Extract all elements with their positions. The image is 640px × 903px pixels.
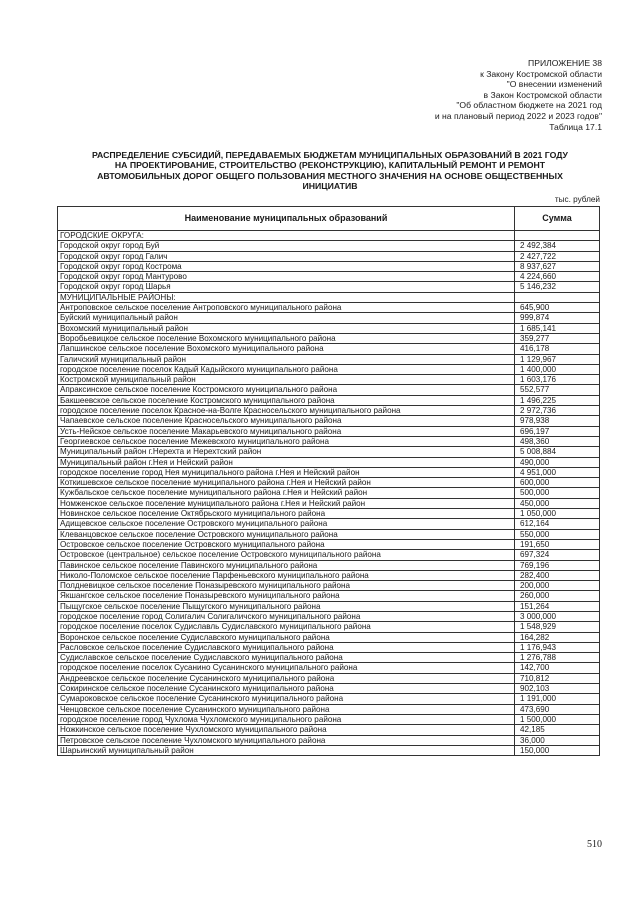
municipality-name: Пыщугское сельское поселение Пыщугского муниципального района [58,601,515,611]
subsidy-amount: 359,277 [515,333,600,343]
subsidy-amount: 1 276,788 [515,653,600,663]
municipality-name: Бакшеевское сельское поселение Костромского муниципального района [58,395,515,405]
subsidy-amount: 150,000 [515,745,600,755]
subsidy-amount: 416,178 [515,344,600,354]
subsidy-amount: 282,400 [515,570,600,580]
municipality-name: МУНИЦИПАЛЬНЫЕ РАЙОНЫ: [58,292,515,302]
table-row [58,529,600,539]
table-row [58,467,600,477]
table-row [58,457,600,467]
subsidy-amount: 164,282 [515,632,600,642]
subsidy-amount: 5 008,884 [515,447,600,457]
municipality-name: Городской округ город Кострома [58,261,515,271]
table-row [58,581,600,591]
table-row [58,560,600,570]
table-row [58,447,600,457]
table-header [58,207,600,231]
municipality-name: Новинское сельское поселение Октябрьского муниципального района [58,509,515,519]
municipality-name: городское поселение поселок Красное-на-Волге Красносельского муниципального района [58,406,515,416]
municipality-name: Городской округ город Мантурово [58,272,515,282]
municipality-name: городское поселение город Нея муниципального района г.Нея и Нейский район [58,467,515,477]
municipality-name: городское поселение поселок Судиславль Судиславского муниципального района [58,622,515,632]
table-row [58,395,600,405]
subsidy-amount: 612,164 [515,519,600,529]
appendix-line: ПРИЛОЖЕНИЕ 38 [528,58,602,68]
column-header-name: Наименование муниципальных образований [58,207,515,231]
subsidy-amount: 1 129,967 [515,354,600,364]
table-row [58,519,600,529]
subsidy-amount: 5 146,232 [515,282,600,292]
document-title [60,150,600,192]
table-row [58,684,600,694]
table-row [58,622,600,632]
table-row [58,539,600,549]
subsidy-amount: 999,874 [515,313,600,323]
subsidy-amount: 42,185 [515,725,600,735]
appendix-line: и на плановый период 2022 и 2023 годов" [434,110,602,121]
table-row [58,364,600,374]
subsidy-amount [515,231,600,241]
municipality-name: городское поселение поселок Сусанино Сусанинского муниципального района [58,663,515,673]
municipality-name: Георгиевское сельское поселение Межевского муниципального района [58,436,515,446]
municipality-name: Вохомский муниципальный район [58,323,515,333]
section-row [58,231,600,241]
table-row [58,714,600,724]
municipality-name: Расловское сельское поселение Судиславского муниципального района [58,642,515,652]
subsidy-amount: 697,324 [515,550,600,560]
table-row [58,735,600,745]
municipality-name: Антроповское сельское поселение Антроповского муниципального района [58,303,515,313]
municipality-name: Номженское сельское поселение муниципального района г.Нея и Нейский район [58,498,515,508]
municipality-name: городское поселение поселок Кадый Кадыйского муниципального района [58,364,515,374]
subsidy-amount: 191,650 [515,539,600,549]
subsidy-amount: 4 951,000 [515,467,600,477]
municipality-name: Николо-Поломское сельское поселение Парфеньевского муниципального района [58,570,515,580]
appendix-line: Таблица 17.1 [549,121,602,132]
subsidy-amount: 450,000 [515,498,600,508]
municipality-name: Ножкинское сельское поселение Чухломского муниципального района [58,725,515,735]
subsidy-amount: 1 603,176 [515,375,600,385]
table-row [58,745,600,755]
municipality-name: Галичский муниципальный район [58,354,515,364]
table-row [58,478,600,488]
table-row [58,632,600,642]
subsidy-amount: 696,197 [515,426,600,436]
municipality-name: Сумароковское сельское поселение Сусанинского муниципального района [58,694,515,704]
subsidy-amount: 1 548,929 [515,622,600,632]
table-row [58,550,600,560]
table-row [58,642,600,652]
subsidy-amount: 552,577 [515,385,600,395]
table-row [58,303,600,313]
table-row [58,725,600,735]
appendix-header [342,58,602,132]
subsidy-amount [515,292,600,302]
table-row [58,653,600,663]
table-row [58,663,600,673]
municipality-name: Якшангское сельское поселение Поназыревского муниципального района [58,591,515,601]
table-body [58,231,600,756]
appendix-line: "О внесении изменений [506,79,602,90]
subsidy-amount: 1 400,000 [515,364,600,374]
appendix-line: "Об областном бюджете на 2021 год [456,100,602,111]
subsidy-amount: 1 191,000 [515,694,600,704]
table-row [58,354,600,364]
table-row [58,591,600,601]
municipality-name: Павинское сельское поселение Павинского муниципального района [58,560,515,570]
municipality-name: Ченцовское сельское поселение Сусанинского муниципального района [58,704,515,714]
municipality-name: Островское сельское поселение Островского муниципального района [58,539,515,549]
subsidy-amount: 1 496,225 [515,395,600,405]
subsidy-amount: 1 500,000 [515,714,600,724]
municipality-name: Муниципальный район г.Нерехта и Нерехтский район [58,447,515,457]
table-row [58,406,600,416]
table-row [58,323,600,333]
table-row [58,611,600,621]
municipality-name: Буйский муниципальный район [58,313,515,323]
title-line: НА ПРОЕКТИРОВАНИЕ, СТРОИТЕЛЬСТВО (РЕКОНСТРУКЦИЮ), КАПИТАЛЬНЫЙ РЕМОНТ И РЕМОНТ [114,160,546,171]
subsidy-amount: 902,103 [515,684,600,694]
title-line: РАСПРЕДЕЛЕНИЕ СУБСИДИЙ, ПЕРЕДАВАЕМЫХ БЮДЖЕТАМ МУНИЦИПАЛЬНЫХ ОБРАЗОВАНИЙ В 2021 ГОДУ [92,150,568,160]
municipality-name: Муниципальный район г.Нея и Нейский район [58,457,515,467]
municipality-name: Городской округ город Шарья [58,282,515,292]
municipality-name: Андреевское сельское поселение Сусанинского муниципального района [58,673,515,683]
title-line: АВТОМОБИЛЬНЫХ ДОРОГ ОБЩЕГО ПОЛЬЗОВАНИЯ МЕСТНОГО ЗНАЧЕНИЯ НА ОСНОВЕ ОБЩЕСТВЕННЫХ [97,170,563,181]
municipality-name: Костромской муниципальный район [58,375,515,385]
municipality-name: Усть-Нейское сельское поселение Макарьевского муниципального района [58,426,515,436]
subsidy-amount: 978,938 [515,416,600,426]
appendix-line: в Закон Костромской области [483,89,602,100]
municipality-name: Апраксинское сельское поселение Костромского муниципального района [58,385,515,395]
subsidy-amount: 2 427,722 [515,251,600,261]
municipality-name: Судиславское сельское поселение Судиславского муниципального района [58,653,515,663]
subsidy-amount: 498,360 [515,436,600,446]
column-header-sum: Сумма [515,207,600,231]
table-row [58,570,600,580]
municipality-name: Городской округ город Буй [58,241,515,251]
municipality-name: Кужбальское сельское поселение муниципального района г.Нея и Нейский район [58,488,515,498]
municipality-name: Воронское сельское поселение Судиславского муниципального района [58,632,515,642]
subsidy-amount: 2 492,384 [515,241,600,251]
table-row [58,416,600,426]
subsidy-amount: 4 224,660 [515,272,600,282]
municipality-name: Сокиринское сельское поселение Сусанинского муниципального района [58,684,515,694]
table-row [58,344,600,354]
table-row [58,385,600,395]
municipality-name: ГОРОДСКИЕ ОКРУГА: [58,231,515,241]
subsidy-amount: 151,264 [515,601,600,611]
table-row [58,488,600,498]
subsidy-amount: 142,700 [515,663,600,673]
municipality-name: Городской округ город Галич [58,251,515,261]
municipality-name: Петровское сельское поселение Чухломского муниципального района [58,735,515,745]
page-number: 510 [587,839,602,850]
table-row [58,673,600,683]
table-row [58,498,600,508]
table-row [58,704,600,714]
subsidy-amount: 645,900 [515,303,600,313]
subsidy-amount: 710,812 [515,673,600,683]
subsidy-amount: 3 000,000 [515,611,600,621]
subsidy-amount: 473,690 [515,704,600,714]
table-row [58,241,600,251]
subsidy-amount: 600,000 [515,478,600,488]
municipality-name: Полдневицкое сельское поселение Поназыревского муниципального района [58,581,515,591]
municipality-name: Шарьинский муниципальный район [58,745,515,755]
subsidy-amount: 1 176,943 [515,642,600,652]
title-line: ИНИЦИАТИВ [302,181,358,192]
municipality-name: Клеванцовское сельское поселение Островского муниципального района [58,529,515,539]
subsidy-amount: 490,000 [515,457,600,467]
subsidy-table [57,206,600,756]
table-row [58,272,600,282]
municipality-name: Лапшинское сельское поселение Вохомского муниципального района [58,344,515,354]
subsidy-amount: 769,196 [515,560,600,570]
table-row [58,436,600,446]
table-row [58,601,600,611]
table-row [58,375,600,385]
subsidy-amount: 8 937,627 [515,261,600,271]
municipality-name: городское поселение город Чухлома Чухломского муниципального района [58,714,515,724]
table-row [58,282,600,292]
table-row [58,261,600,271]
municipality-name: городское поселение город Солигалич Солигаличского муниципального района [58,611,515,621]
municipality-name: Коткишевское сельское поселение муниципального района г.Нея и Нейский район [58,478,515,488]
municipality-name: Чапаевское сельское поселение Красносельского муниципального района [58,416,515,426]
appendix-line: к Закону Костромской области [480,68,602,79]
section-row [58,292,600,302]
municipality-name: Островское (центральное) сельское поселение Островского муниципального района [58,550,515,560]
subsidy-amount: 550,000 [515,529,600,539]
subsidy-amount: 36,000 [515,735,600,745]
table-row [58,694,600,704]
table-row [58,333,600,343]
subsidy-amount: 200,000 [515,581,600,591]
units-label: тыс. рублей [554,195,600,204]
table-row [58,313,600,323]
municipality-name: Адищевское сельское поселение Островского муниципального района [58,519,515,529]
subsidy-amount: 1 050,000 [515,509,600,519]
subsidy-amount: 260,000 [515,591,600,601]
table-row [58,251,600,261]
table-row [58,426,600,436]
subsidy-amount: 1 685,141 [515,323,600,333]
table-row [58,509,600,519]
subsidy-amount: 2 972,736 [515,406,600,416]
subsidy-amount: 500,000 [515,488,600,498]
municipality-name: Воробьевицкое сельское поселение Вохомского муниципального района [58,333,515,343]
